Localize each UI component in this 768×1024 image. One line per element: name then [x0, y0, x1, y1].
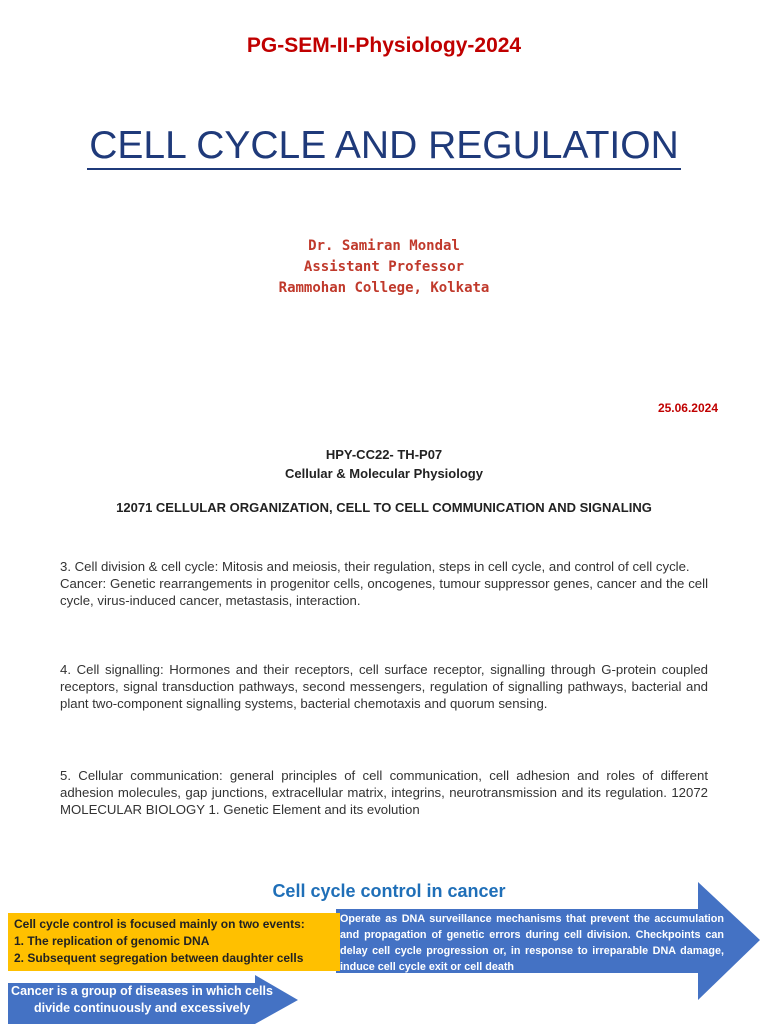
list-item: 1. The replication of genomic DNA: [14, 934, 210, 948]
cell-cycle-focus-box: [8, 913, 340, 971]
syllabus-item-cancer-text: Cancer: Genetic rearrangements in progenitor cells, oncogenes, tumour suppressor genes, cancer and the cell cycle, virus-induced cancer, metastasis, interaction.: [60, 576, 708, 608]
checkpoint-description: Operate as DNA surveillance mechanisms that prevent the accumulation and propagation of genetic errors during cell division. Checkpoints can delay cell cycle progression or, in response to irreparable DNA damage, induce cell cycle exit or cell death: [340, 913, 724, 973]
cancer-definition: Cancer is a group of diseases in which cells divide continuously and excessively: [11, 984, 273, 1015]
cancer-panel-heading: Cell cycle control in cancer: [272, 881, 506, 901]
unit-title: 12071 CELLULAR ORGANIZATION, CELL TO CELL COMMUNICATION AND SIGNALING: [116, 500, 652, 515]
course-code: HPY-CC22- TH-P07: [325, 447, 443, 462]
author-designation: Assistant Professor: [303, 259, 465, 275]
cell-cycle-events-list: [14, 933, 334, 967]
list-item: 2. Subsequent segregation between daughter cells: [14, 951, 304, 965]
author-institution: Rammohan College, Kolkata: [278, 280, 490, 296]
presentation-date: 25.06.2024: [657, 401, 718, 415]
syllabus-item-cell-division-text: 3. Cell division & cell cycle: Mitosis and meiosis, their regulation, steps in cell cycle, and control of cell cycle.: [60, 559, 690, 574]
author-name: Dr. Samiran Mondal: [308, 238, 460, 254]
cell-cycle-focus-title: Cell cycle control is focused mainly on two events:: [14, 917, 305, 931]
course-name: Cellular & Molecular Physiology: [285, 466, 483, 481]
syllabus-item-cellular-communication: 5. Cellular communication: general principles of cell communication, cell adhesion and roles of different adhesion molecules, gap junctions, extracellular matrix, integrins, neurotransmission and its regulation. 12072 MOLECULAR BIOLOGY 1. Genetic Element and its evolution: [60, 768, 708, 817]
page-title-text: CELL CYCLE AND REGULATION: [87, 124, 681, 170]
syllabus-item-cell-signalling: 4. Cell signalling: Hormones and their receptors, cell surface receptor, signalling through G-protein coupled receptors, signal transduction pathways, second messengers, regulation of signalling pathways, bacterial and plant two-component signalling systems, bacterial chemotaxis and quorum sensing.: [60, 662, 708, 711]
course-label: PG-SEM-II-Physiology-2024: [246, 34, 522, 57]
